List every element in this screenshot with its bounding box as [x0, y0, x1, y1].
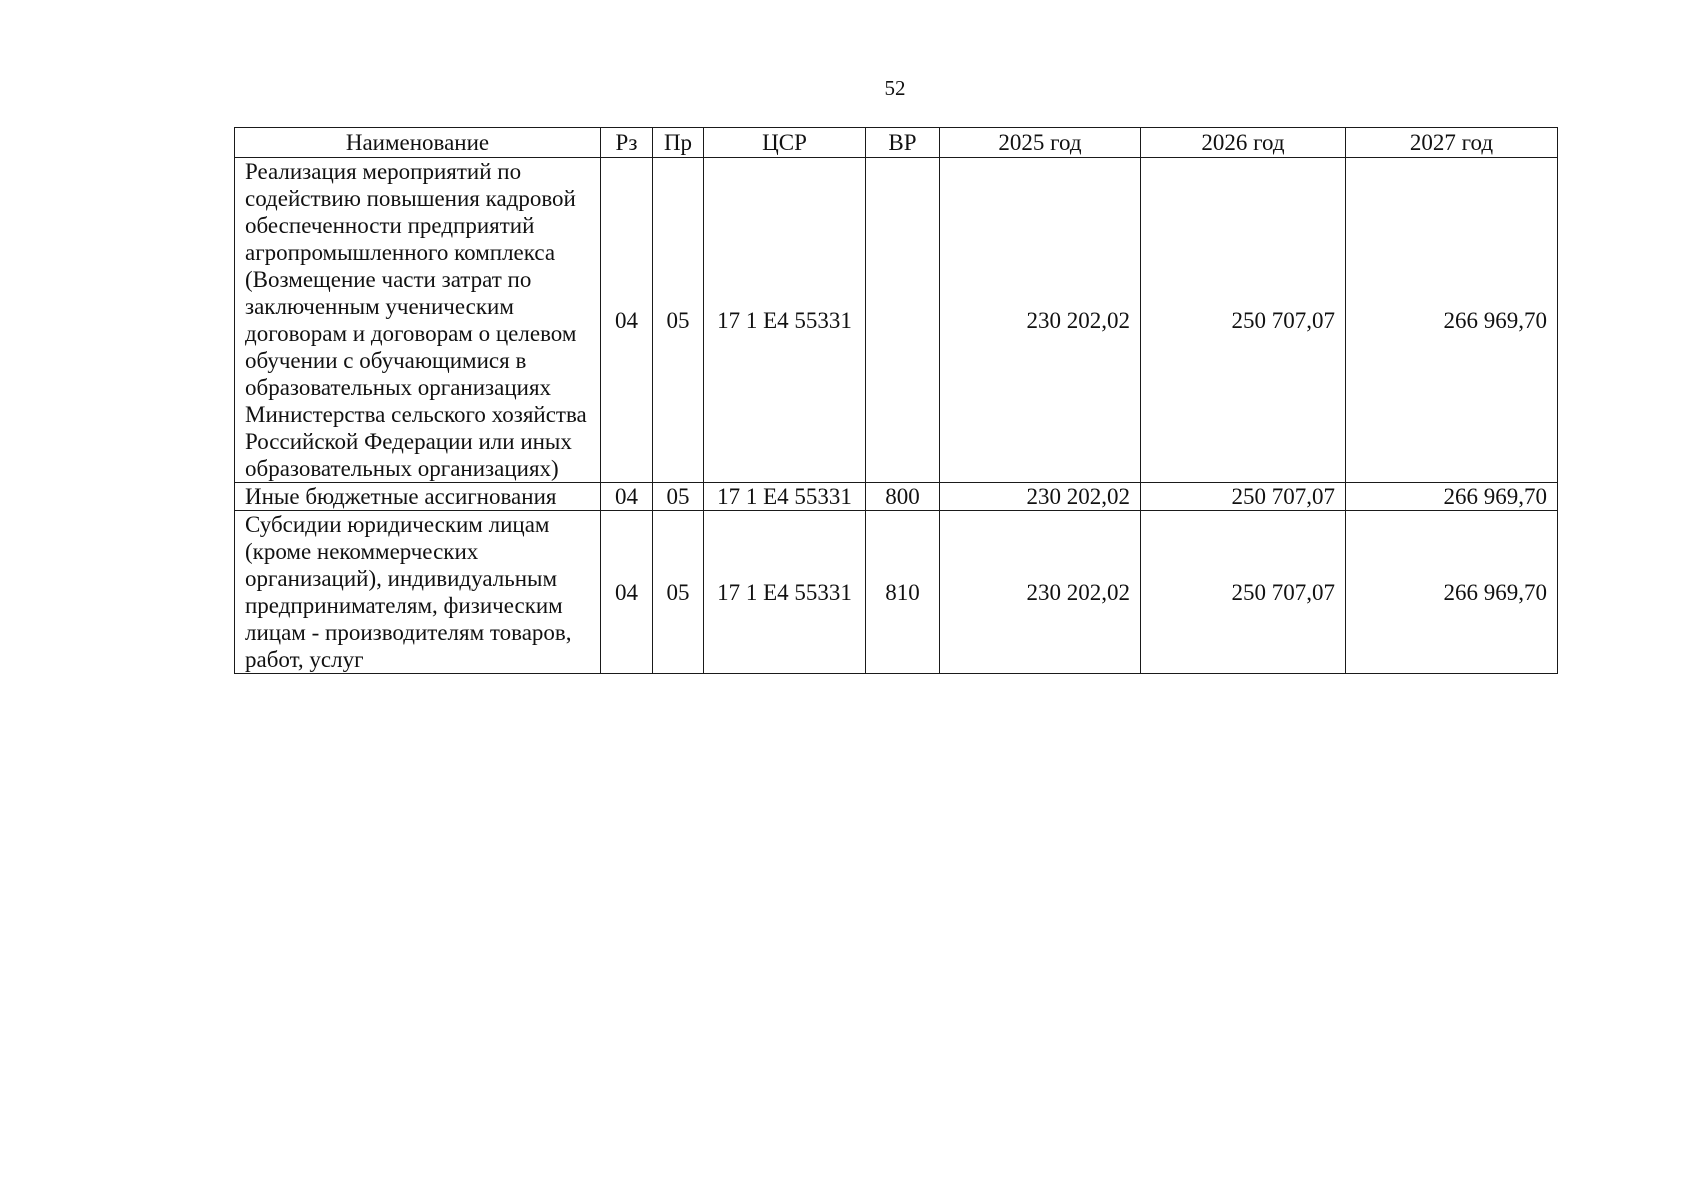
row-vr-cell — [866, 158, 940, 483]
row-2025-cell: 230 202,02 — [940, 511, 1141, 674]
row-vr-cell: 810 — [866, 511, 940, 674]
row-2027-cell: 266 969,70 — [1346, 511, 1558, 674]
row-vr-cell: 800 — [866, 483, 940, 511]
row-2027-cell: 266 969,70 — [1346, 483, 1558, 511]
row-2025-cell: 230 202,02 — [940, 158, 1141, 483]
row-pr-cell: 05 — [653, 483, 704, 511]
header-2027: 2027 год — [1346, 128, 1558, 158]
header-2025: 2025 год — [940, 128, 1141, 158]
header-rz: Рз — [601, 128, 653, 158]
table-header-row — [235, 128, 1558, 158]
row-2026-cell: 250 707,07 — [1141, 158, 1346, 483]
header-name: Наименование — [235, 128, 601, 158]
row-2026-cell: 250 707,07 — [1141, 511, 1346, 674]
row-2025-cell: 230 202,02 — [940, 483, 1141, 511]
budget-table — [234, 127, 1558, 674]
table-row — [235, 483, 1558, 511]
row-name-cell: Иные бюджетные ассигнования — [235, 483, 601, 511]
table-row — [235, 158, 1558, 483]
row-csr-cell: 17 1 Е4 55331 — [704, 158, 866, 483]
header-pr: Пр — [653, 128, 704, 158]
header-vr: ВР — [866, 128, 940, 158]
row-csr-cell: 17 1 Е4 55331 — [704, 511, 866, 674]
header-2026: 2026 год — [1141, 128, 1346, 158]
row-pr-cell: 05 — [653, 511, 704, 674]
row-rz-cell: 04 — [601, 158, 653, 483]
page-number: 52 — [884, 76, 906, 100]
row-2026-cell: 250 707,07 — [1141, 483, 1346, 511]
row-pr-cell: 05 — [653, 158, 704, 483]
header-csr: ЦСР — [704, 128, 866, 158]
row-name-cell: Субсидии юридическим лицам (кроме некоммерческих организаций), индивидуальным предпринимателям, физическим лицам - производителям товаров, работ, услуг — [235, 511, 601, 674]
row-rz-cell: 04 — [601, 511, 653, 674]
row-name-cell: Реализация мероприятий по содействию повышения кадровой обеспеченности предприятий агропромышленного комплекса (Возмещение части затрат по заключенным ученическим договорам и договорам о целевом обучении с обучающимися в образовательных организациях Министерства сельского хозяйства Российской Федерации или иных образовательных организациях) — [235, 158, 601, 483]
row-2027-cell: 266 969,70 — [1346, 158, 1558, 483]
row-rz-cell: 04 — [601, 483, 653, 511]
row-csr-cell: 17 1 Е4 55331 — [704, 483, 866, 511]
table-row — [235, 511, 1558, 674]
